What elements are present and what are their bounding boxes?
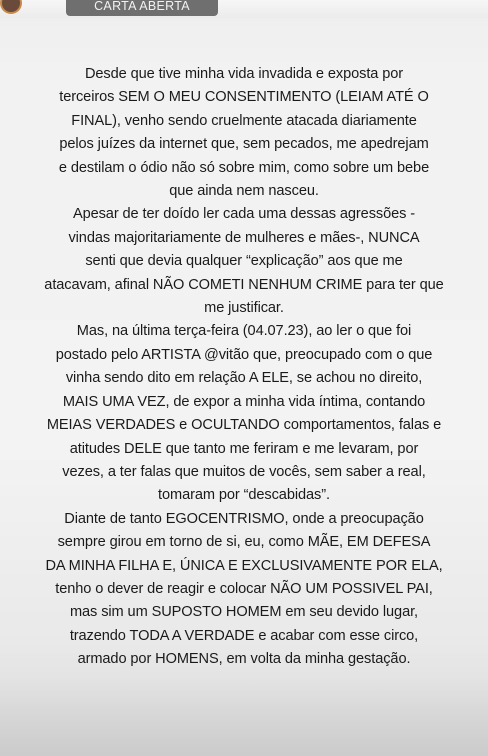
letter-line: postado pelo ARTISTA @vitão que, preocupado com o que [55, 346, 433, 363]
letter-line: e destilam o ódio não só sobre mim, como sobre um bebe [58, 159, 430, 176]
story-label: CARTA ABERTA [94, 0, 190, 13]
letter-line: sempre girou em torno de si, eu, como MÃE, EM DEFESA [57, 534, 431, 551]
letter-paragraph [40, 63, 448, 203]
letter-line: Diante de tanto EGOCENTRISMO, onde a preocupação [64, 510, 424, 527]
letter-line: vinha sendo dito em relação A ELE, se achou no direito, [65, 370, 423, 387]
letter-paragraph [40, 320, 448, 507]
letter-line: Mas, na última terça-feira (04.07.23), ao ler o que foi [76, 323, 412, 340]
letter-line: atitudes DELE que tanto me feriram e me levaram, por [69, 440, 419, 457]
letter-line: pelos juízes da internet que, sem pecados, me apedrejam [59, 136, 429, 153]
bottom-shade [0, 676, 488, 756]
letter-line: trazendo TODA A VERDADE e acabar com esse circo, [69, 627, 419, 644]
letter-line: vezes, a ter falas que muitos de vocês, sem saber a real, [62, 463, 426, 480]
letter-line: mas sim um SUPOSTO HOMEM em seu devido lugar, [69, 604, 419, 621]
open-letter-text [40, 63, 448, 672]
letter-line: vindas majoritariamente de mulheres e mães-, NUNCA [68, 229, 420, 246]
letter-line: MAIS UMA VEZ, de expor a minha vida íntima, contando [62, 393, 426, 410]
letter-line: tomaram por “descabidas”. [158, 487, 330, 504]
letter-line: Desde que tive minha vida invadida e exposta por [84, 66, 404, 82]
letter-line: me justificar. [204, 300, 284, 317]
letter-paragraph [40, 203, 448, 320]
letter-line: terceiros SEM O MEU CONSENTIMENTO (LEIAM ATÉ O [59, 89, 429, 106]
letter-line: MEIAS VERDADES e OCULTANDO comportamentos, falas e [46, 417, 442, 434]
letter-line: senti que devia qualquer “explicação” aos que me [85, 253, 403, 270]
letter-line: armado por HOMENS, em volta da minha gestação. [77, 651, 411, 668]
story-label-badge [66, 0, 218, 16]
letter-line: FINAL), venho sendo cruelmente atacada diariamente [71, 112, 417, 129]
letter-paragraph [40, 508, 448, 672]
letter-line: Apesar de ter doído ler cada uma dessas agressões - [72, 206, 416, 223]
letter-line: que ainda nem nasceu. [169, 183, 319, 200]
letter-line: DA MINHA FILHA E, ÚNICA E EXCLUSIVAMENTE POR ELA, [45, 557, 443, 574]
letter-line: atacavam, afinal NÃO COMETI NENHUM CRIME para ter que [44, 276, 444, 293]
letter-line: tenho o dever de reagir e colocar NÃO UM POSSIVEL PAI, [55, 580, 433, 597]
